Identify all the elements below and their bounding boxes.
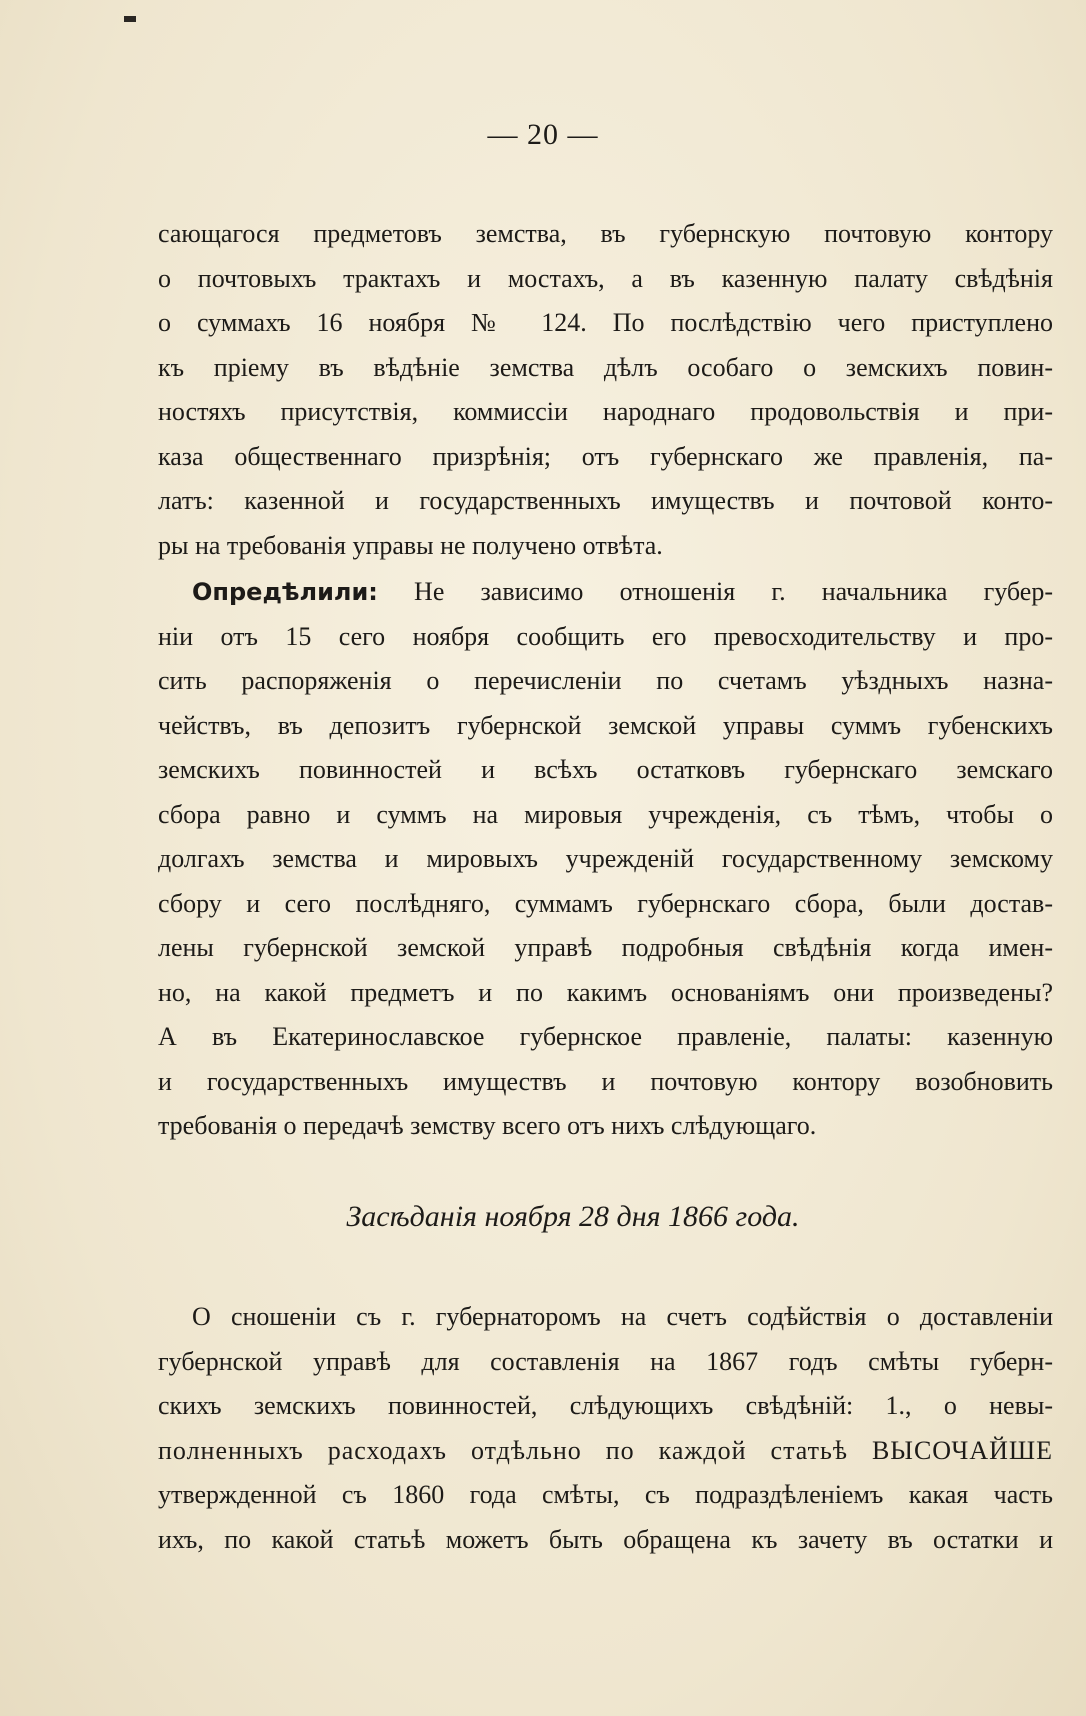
text-line: о почтовыхъ трактахъ и мостахъ, а въ казенную палату свѣдѣнія — [158, 263, 1053, 293]
text-line: латъ: казенной и государственныхъ имуществъ и почтовой конто- — [158, 486, 1053, 515]
printer-mark — [124, 16, 136, 22]
text-line: сбору и сего послѣдняго, суммамъ губернскаго сбора, были достав- — [158, 888, 1053, 918]
resolution-paragraph — [158, 570, 1053, 1149]
text-line: ностяхъ присутствія, коммиссіи народнаго продовольствія и при- — [158, 397, 1053, 426]
paragraph-continuation — [158, 212, 1053, 568]
text-line: сбора равно и суммъ на мировыя учрежденія, съ тѣмъ, чтобы о — [158, 799, 1053, 829]
page-number: — 20 — — [487, 118, 599, 151]
text-line: требованія о передачѣ земству всего отъ нихъ слѣдующаго. — [158, 1111, 817, 1140]
text-line: ихъ, по какой статьѣ можетъ быть обращена къ зачету въ остатки и — [158, 1524, 1053, 1554]
text-line: долгахъ земства и мировыхъ учрежденій государственному земскому — [158, 844, 1053, 873]
text-line: о суммахъ 16 ноября № 124. По послѣдствію чего приступлено — [158, 308, 1053, 337]
text-line: ры на требованія управы не получено отвѣта. — [158, 530, 663, 560]
text-line: каза общественнаго призрѣнія; отъ губернскаго же правленія, па- — [158, 441, 1053, 471]
text-line: Не зависимо отношенія г. начальника губер- — [414, 577, 1054, 606]
text-line: къ пріему въ вѣдѣніе земства дѣлъ особаго о земскихъ повин- — [158, 352, 1053, 382]
session-heading: Засѣданія ноября 28 дня 1866 года. — [346, 1200, 800, 1233]
resolution-first-line — [158, 570, 1053, 615]
text-line: А въ Екатеринославское губернское правленіе, палаты: казенную — [158, 1022, 1053, 1051]
text-line: утвержденной съ 1860 года смѣты, съ подраздѣленіемъ какая часть — [158, 1480, 1053, 1509]
text-line: ніи отъ 15 сего ноября сообщить его превосходительству и про- — [158, 621, 1053, 651]
text-line: О сношеніи съ г. губернаторомъ на счетъ содѣйствія о доставленіи — [192, 1302, 1053, 1331]
session-paragraph — [158, 1295, 1053, 1562]
text-line: губернской управѣ для составленія на 1867 годъ смѣты губерн- — [158, 1346, 1053, 1376]
text-line: скихъ земскихъ повинностей, слѣдующихъ свѣдѣній: 1., о невы- — [158, 1391, 1053, 1420]
text-line: полненныхъ расходахъ отдѣльно по каждой статьѣ ВЫСОЧАЙШЕ — [158, 1435, 1053, 1465]
text-line: сающагося предметовъ земства, въ губернскую почтовую контору — [158, 219, 1053, 248]
text-line: но, на какой предметъ и по какимъ основаніямъ они произведены? — [158, 977, 1053, 1007]
text-line: земскихъ повинностей и всѣхъ остатковъ губернскаго земскаго — [158, 755, 1053, 784]
text-line: чействъ, въ депозитъ губернской земской управы суммъ губенскихъ — [158, 710, 1053, 740]
text-line: сить распоряженія о перечисленіи по счетамъ уѣздныхъ назна- — [158, 666, 1053, 695]
resolution-label: Опредѣлили: — [192, 578, 378, 606]
text-line: и государственныхъ имуществъ и почтовую контору возобновить — [158, 1066, 1053, 1096]
text-line: лены губернской земской управѣ подробныя свѣдѣнія когда имен- — [158, 933, 1053, 962]
